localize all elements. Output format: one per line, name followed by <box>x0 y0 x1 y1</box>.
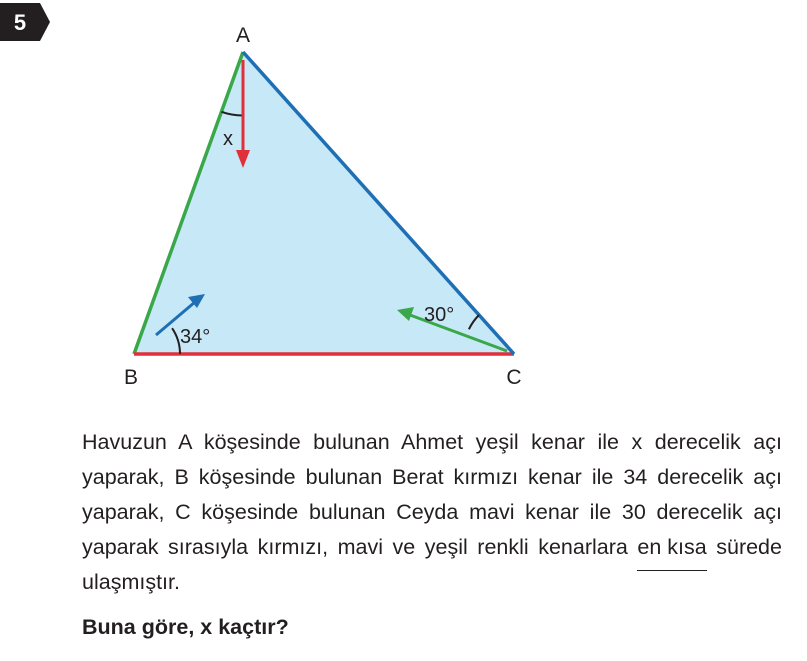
problem-text <box>82 425 782 600</box>
problem-paragraph <box>82 425 782 600</box>
angle-label-30: 30° <box>424 304 455 326</box>
vertex-label-a: A <box>235 24 251 47</box>
problem-text-main: Havuzun A köşesinde bulunan Ahmet yeşil kenar ile x derecelik açı yaparak, B köşesinde bulunan Berat kırmızı kenar ile 34 derecelik açı yaparak, C köşesinde bulunan Ceyda mavi kenar ile 30 derecelik açı yaparak sırasıyla kırmızı, mavi ve yeşil renkli kenarlara <box>82 430 782 559</box>
triangle-fill <box>134 52 514 354</box>
vertex-label-c: C <box>506 366 522 389</box>
vertex-label-b: B <box>123 366 139 389</box>
underlined-phrase: en kısa <box>637 530 706 565</box>
question-text: Buna göre, x kaçtır? <box>82 615 289 639</box>
angle-label-x: x <box>223 128 233 150</box>
angle-label-34: 34° <box>180 326 211 348</box>
question-number: 5 <box>13 10 27 35</box>
problem-text-end: sürede ulaşmıştır. <box>82 535 782 594</box>
